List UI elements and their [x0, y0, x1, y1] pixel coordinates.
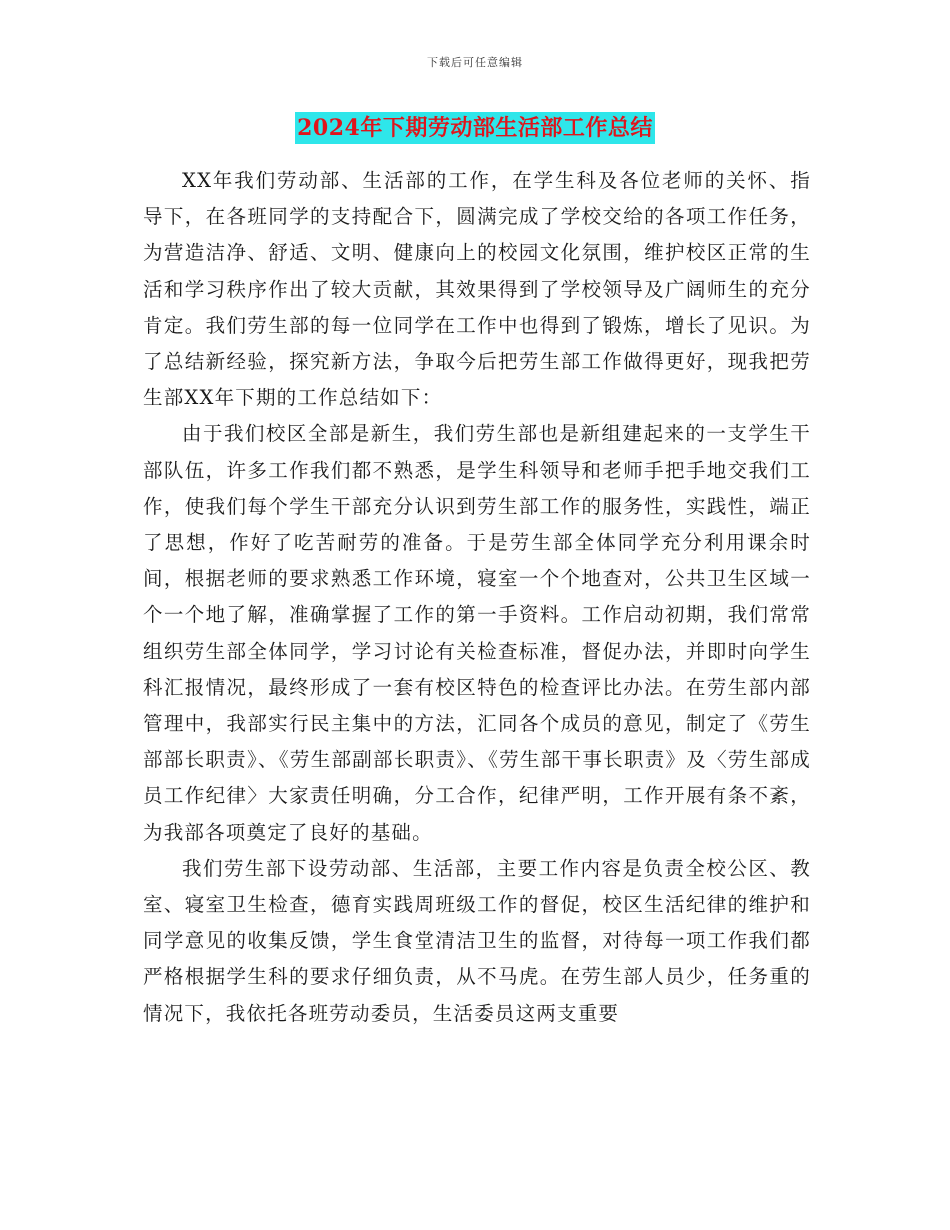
title-container — [0, 112, 950, 144]
page-header-note: 下载后可任意编辑 — [427, 56, 523, 69]
paragraph-3: 我们劳生部下设劳动部、生活部，主要工作内容是负责全校公区、教室、寝室卫生检查，德育实践周班级工作的督促，校区生活纪律的维护和同学意见的收集反馈，学生食堂清洁卫生的监督，对待每一项工作我们都严格根据学生科的要求仔细负责，从不马虎。在劳生部人员少，任务重的情况下，我依托各班劳动委员，生活委员这两支重要 — [143, 856, 811, 1025]
document-body — [143, 163, 811, 1032]
document-title: 2024年下期劳动部生活部工作总结 — [295, 112, 655, 144]
paragraph-2: 由于我们校区全部是新生，我们劳生部也是新组建起来的一支学生干部队伍，许多工作我们都不熟悉，是学生科领导和老师手把手地交我们工作，使我们每个学生干部充分认识到劳生部工作的服务性，实践性，端正了思想，作好了吃苦耐劳的准备。于是劳生部全体同学充分利用课余时间，根据老师的要求熟悉工作环境，寝室一个个地查对，公共卫生区域一个一个地了解，准确掌握了工作的第一手资料。工作启动初期，我们常常组织劳生部全体同学，学习讨论有关检查标准，督促办法，并即时向学生科汇报情况，最终形成了一套有校区特色的检查评比办法。在劳生部内部管理中，我部实行民主集中的方法，汇同各个成员的意见，制定了《劳生部部长职责》、《劳生部副部长职责》、《劳生部干事长职责》及〈劳生部成员工作纪律〉大家责任明确，分工合作，纪律严明，工作开展有条不紊，为我部各项奠定了良好的基础。 — [143, 422, 811, 844]
paragraph-1: XX年我们劳动部、生活部的工作，在学生科及各位老师的关怀、指导下，在各班同学的支持配合下，圆满完成了学校交给的各项工作任务，为营造洁净、舒适、文明、健康向上的校园文化氛围，维护校区正常的生活和学习秩序作出了较大贡献，其效果得到了学校领导及广阔师生的充分肯定。我们劳生部的每一位同学在工作中也得到了锻炼，增长了见识。为了总结新经验，探究新方法，争取今后把劳生部工作做得更好，现我把劳生部XX年下期的工作总结如下： — [143, 169, 811, 410]
